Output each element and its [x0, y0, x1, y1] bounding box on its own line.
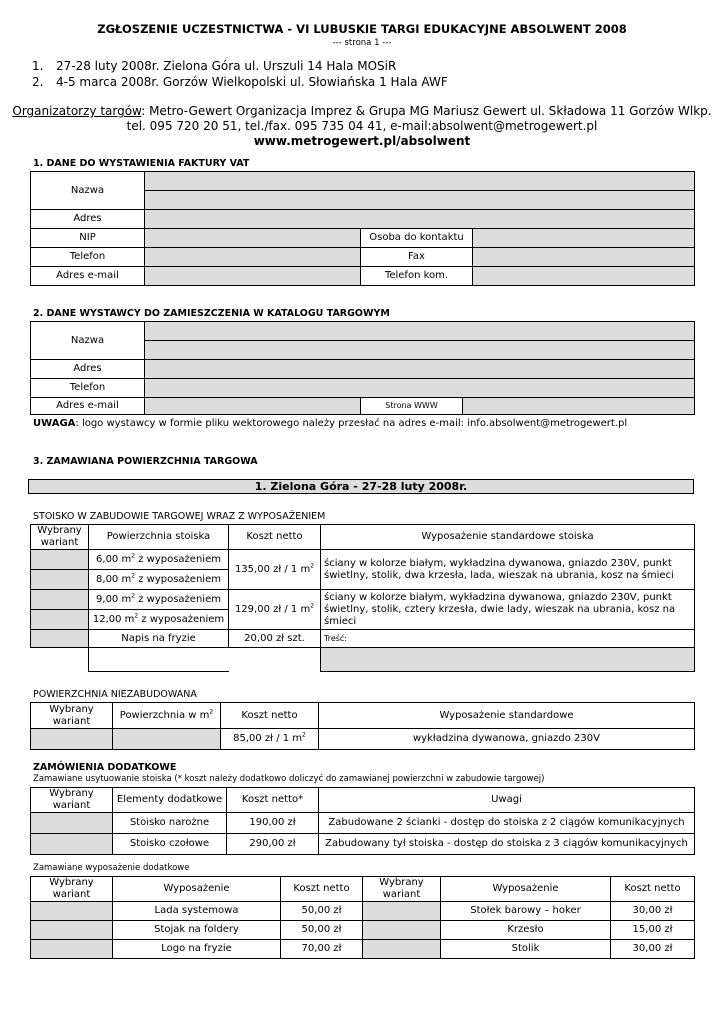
page-number: --- strona 1 --- — [332, 38, 392, 48]
section-catalog-title: 2. DANE WYSTAWCY DO ZAMIESZCZENIA W KATALOGU TARGOWYM — [33, 308, 390, 319]
item-label: Logo na fryzie — [113, 940, 281, 959]
event-item: 1. 27-28 luty 2008r. Zielona Góra ul. Urszuli 14 Hala MOSiR — [32, 59, 397, 73]
label-www: Strona WWW — [361, 398, 463, 415]
blank-cell — [229, 648, 321, 672]
logo-note: UWAGA: logo wystawcy w formie pliku wektorowego należy przesłać na adres e-mail: info.absolwent@metrogewert.pl — [33, 418, 628, 429]
variant-checkbox[interactable] — [31, 590, 89, 610]
telefon-field[interactable] — [145, 248, 361, 267]
variant-checkbox[interactable] — [31, 813, 113, 834]
adres-field[interactable] — [145, 210, 695, 229]
col-wariant-2: Wybrany wariant — [363, 877, 441, 902]
page-title: ZGŁOSZENIE UCZESTNICTWA - VI LUBUSKIE TARGI EDUKACYJNE ABSOLWENT 2008 — [97, 22, 627, 36]
nip-field[interactable] — [145, 229, 361, 248]
tresc-label: Treść: — [321, 630, 695, 648]
option-6m: 6,00 $m^2$ z wyposażeniem — [89, 550, 229, 570]
area-field[interactable] — [113, 729, 221, 750]
nazwa-field[interactable] — [145, 172, 695, 191]
variant-checkbox[interactable] — [31, 834, 113, 855]
section-invoice-title: 1. DANE DO WYSTAWIENIA FAKTURY VAT — [33, 158, 250, 169]
col-wyposazenie: Wyposażenie standardowe — [319, 703, 695, 729]
stoisko-title: STOISKO W ZABUDOWIE TARGOWEJ WRAZ Z WYPOSAŻENIEM — [33, 511, 326, 522]
dodatkowe-title: ZAMÓWIENIA DODATKOWE — [33, 762, 177, 773]
col-powierzchnia: Powierzchnia stoiska — [89, 525, 229, 550]
col-wariant: Wybrany wariant — [31, 877, 113, 902]
blank-cell — [31, 648, 89, 672]
item-label: Stolik — [441, 940, 611, 959]
equipment-2: ściany w kolorze białym, wykładzina dywanowa, gniazdo 230V, punkt świetlny, stolik, cztery krzesła, dwie lady, wieszak na ubrania, kosz na śmieci — [321, 590, 695, 630]
element-note: Zabudowany tył stoiska - dostęp do stoiska z 3 ciągów komunikacyjnych — [319, 834, 695, 855]
col-wariant: Wybrany wariant — [31, 703, 113, 729]
variant-checkbox[interactable] — [31, 570, 89, 590]
variant-checkbox[interactable] — [31, 921, 113, 940]
col-uwagi: Uwagi — [319, 788, 695, 813]
nazwa-field[interactable] — [145, 322, 695, 341]
col-wariant: Wybrany wariant — [31, 525, 89, 550]
dodatkowe-subtitle: Zamawiane usytuowanie stoiska (* koszt należy dodatkowo doliczyć do zamawianej powierzchni w zabudowie targowej) — [33, 774, 545, 784]
variant-checkbox[interactable] — [31, 610, 89, 630]
item-cost: 70,00 zł — [281, 940, 363, 959]
col-wariant: Wybrany wariant — [31, 788, 113, 813]
invoice-table — [30, 171, 695, 286]
element-cost: 290,00 zł — [227, 834, 319, 855]
cost-129: 129,00 zł / 1 $m^2$ — [229, 590, 321, 630]
item-label: Stojak na foldery — [113, 921, 281, 940]
variant-checkbox[interactable] — [31, 940, 113, 959]
item-cost: 30,00 zł — [611, 940, 695, 959]
option-12m: 12,00 $m^2$ z wyposażeniem — [89, 610, 229, 630]
item-label: Lada systemowa — [113, 902, 281, 921]
col-wyposazenie-2: Wyposażenie — [441, 877, 611, 902]
col-koszt: Koszt netto — [221, 703, 319, 729]
organizer-info: Organizatorzy targów: Metro-Gewert Organizacja Imprez & Grupa MG Mariusz Gewert ul. Składowa 11 Gorzów Wlkp. tel. 095 720 20 51, tel./fax. 095 735 04 41, e-mail:absolwent@metrogewert.pl www.metrogewert.pl/absolwent — [0, 104, 724, 149]
item-cost: 30,00 zł — [611, 902, 695, 921]
niezab-cost: 85,00 zł / 1 $m^2$ — [221, 729, 319, 750]
variant-checkbox[interactable] — [31, 729, 113, 750]
telkom-field[interactable] — [473, 267, 695, 286]
event-item: 2. 4-5 marca 2008r. Gorzów Wielkopolski ul. Słowiańska 1 Hala AWF — [32, 75, 448, 89]
label-email: Adres e-mail — [31, 398, 145, 415]
tresc-field[interactable] — [321, 648, 695, 672]
dodatkowe-table — [30, 787, 695, 855]
variant-checkbox[interactable] — [363, 902, 441, 921]
variant-checkbox[interactable] — [363, 940, 441, 959]
organizer-www: www.metrogewert.pl/absolwent — [253, 134, 471, 148]
col-powierzchnia: Powierzchnia w $m^2$ — [113, 703, 221, 729]
catalog-table — [30, 321, 695, 415]
adres-field[interactable] — [145, 360, 695, 379]
col-wyposazenie: Wyposażenie — [113, 877, 281, 902]
variant-checkbox[interactable] — [363, 921, 441, 940]
label-nazwa: Nazwa — [31, 172, 145, 210]
col-koszt: Koszt netto — [229, 525, 321, 550]
nazwa-field-2[interactable] — [145, 191, 695, 210]
location-bar: 1. Zielona Góra - 27-28 luty 2008r. — [28, 479, 694, 494]
label-telefon: Telefon — [31, 379, 145, 398]
label-adres: Adres — [31, 210, 145, 229]
wyposazenie-table — [30, 876, 695, 959]
email-field[interactable] — [145, 398, 361, 415]
col-wyposazenie: Wyposażenie standardowe stoiska — [321, 525, 695, 550]
www-field[interactable] — [463, 398, 695, 415]
element-label: Stoisko narożne — [113, 813, 227, 834]
napis-cost: 20,00 zł szt. — [229, 630, 321, 648]
col-elementy: Elementy dodatkowe — [113, 788, 227, 813]
label-telkom: Telefon kom. — [361, 267, 473, 286]
niezab-title: POWIERZCHNIA NIEZABUDOWANA — [33, 689, 197, 700]
wyposazenie-title: Zamawiane wyposażenie dodatkowe — [33, 863, 190, 873]
osoba-field[interactable] — [473, 229, 695, 248]
niezab-table — [30, 702, 695, 750]
col-koszt-2: Koszt netto — [611, 877, 695, 902]
equipment-1: ściany w kolorze białym, wykładzina dywanowa, gniazdo 230V, punkt świetlny, stolik, dwa krzesła, lada, wieszak na ubrania, kosz na śmieci — [321, 550, 695, 590]
event-list — [32, 58, 448, 90]
napis-label: Napis na fryzie — [89, 630, 229, 648]
option-8m: 8,00 $m^2$ z wyposażeniem — [89, 570, 229, 590]
nazwa-field-2[interactable] — [145, 341, 695, 360]
cost-135: 135,00 zł / 1 $m^2$ — [229, 550, 321, 590]
label-adres: Adres — [31, 360, 145, 379]
col-koszt: Koszt netto* — [227, 788, 319, 813]
variant-checkbox[interactable] — [31, 902, 113, 921]
label-osoba: Osoba do kontaktu — [361, 229, 473, 248]
email-field[interactable] — [145, 267, 361, 286]
section-space-title: 3. ZAMAWIANA POWIERZCHNIA TARGOWA — [33, 456, 258, 467]
stoisko-table — [30, 524, 695, 672]
element-cost: 190,00 zł — [227, 813, 319, 834]
col-koszt: Koszt netto — [281, 877, 363, 902]
label-email: Adres e-mail — [31, 267, 145, 286]
label-nazwa: Nazwa — [31, 322, 145, 360]
label-nip: NIP — [31, 229, 145, 248]
item-cost: 50,00 zł — [281, 902, 363, 921]
option-9m: 9,00 $m^2$ z wyposażeniem — [89, 590, 229, 610]
label-telefon: Telefon — [31, 248, 145, 267]
item-cost: 50,00 zł — [281, 921, 363, 940]
item-label: Krzesło — [441, 921, 611, 940]
element-label: Stoisko czołowe — [113, 834, 227, 855]
fax-field[interactable] — [473, 248, 695, 267]
organizer-contact: tel. 095 720 20 51, tel./fax. 095 735 04 41, e-mail:absolwent@metrogewert.pl — [126, 119, 598, 133]
organizer-label: Organizatorzy targów — [12, 104, 142, 118]
label-fax: Fax — [361, 248, 473, 267]
blank-cell — [89, 648, 229, 672]
niezab-equipment: wykładzina dywanowa, gniazdo 230V — [319, 729, 695, 750]
element-note: Zabudowane 2 ścianki - dostęp do stoiska z 2 ciągów komunikacyjnych — [319, 813, 695, 834]
variant-checkbox[interactable] — [31, 630, 89, 648]
variant-checkbox[interactable] — [31, 550, 89, 570]
item-cost: 15,00 zł — [611, 921, 695, 940]
item-label: Stołek barowy – hoker — [441, 902, 611, 921]
telefon-field[interactable] — [145, 379, 695, 398]
